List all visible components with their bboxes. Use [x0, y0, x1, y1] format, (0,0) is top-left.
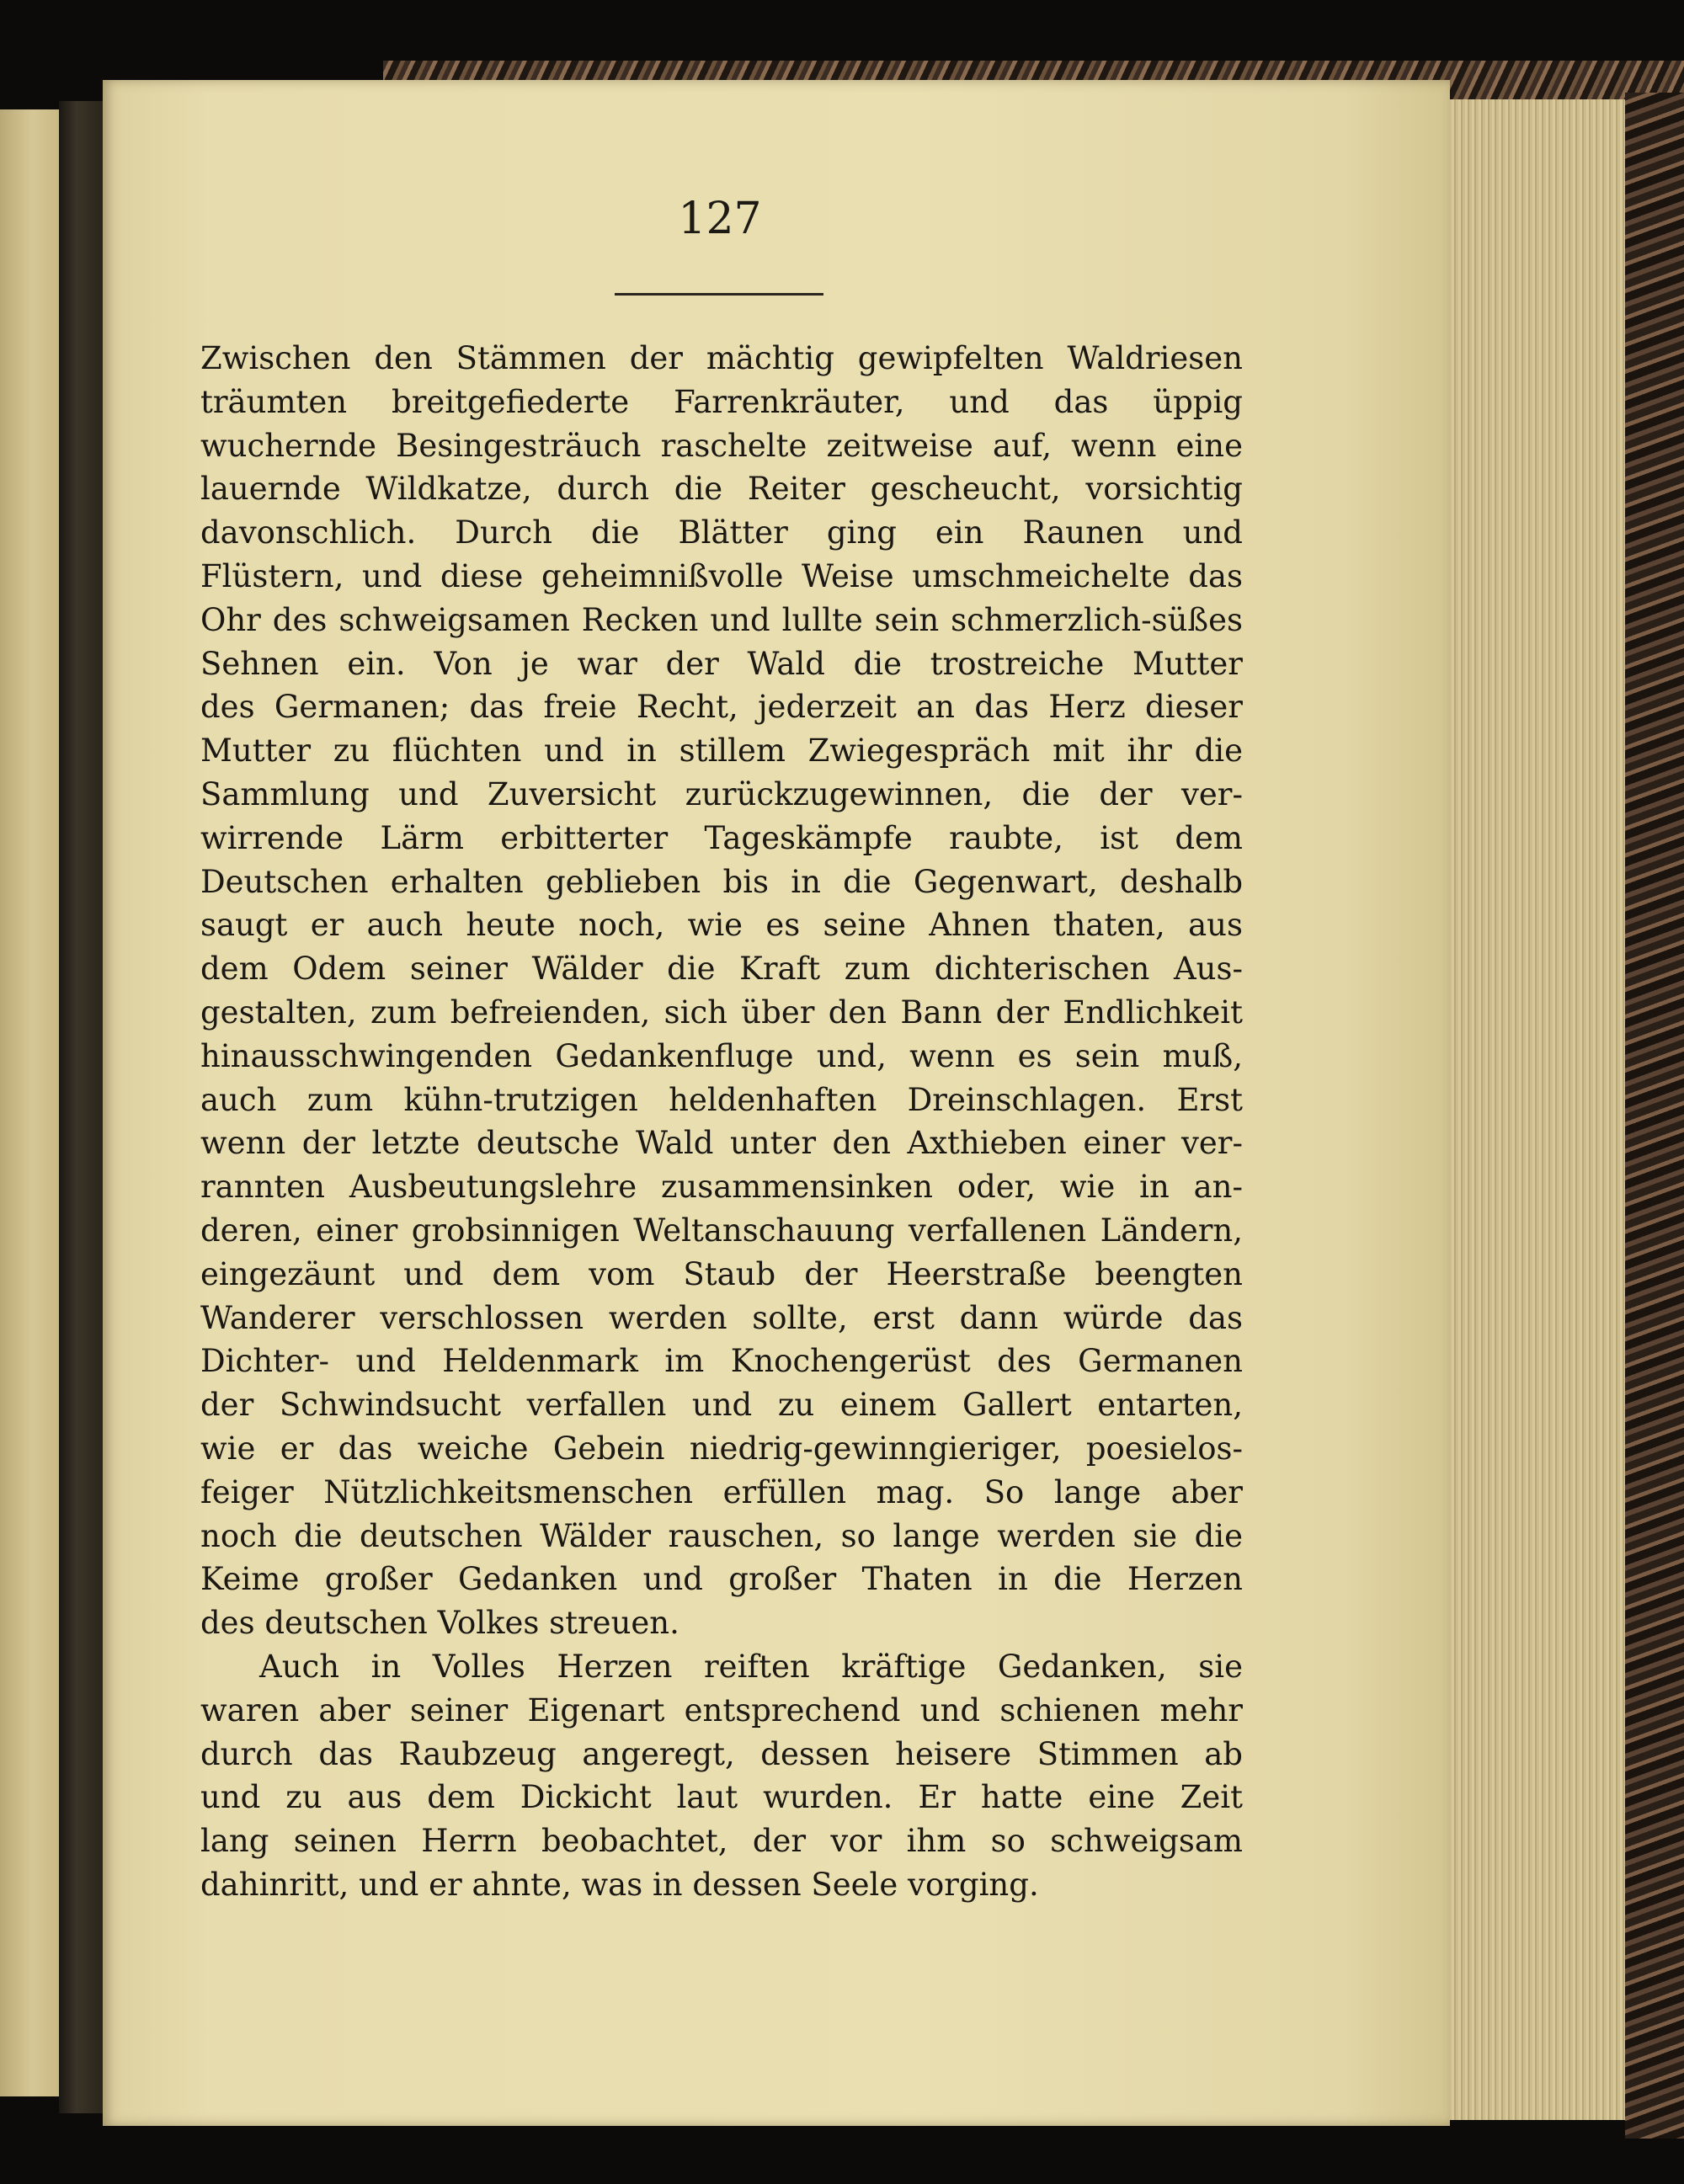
text-line: dahinritt, und er ahnte, was in dessen Seele vorging. [200, 1866, 1039, 1903]
book-gutter [59, 101, 103, 2113]
stacked-page-edges [1431, 99, 1625, 2120]
text-line: Wanderer verschlossen werden sollte, erst dann würde das [200, 1299, 1243, 1336]
page-number-rule [615, 293, 823, 296]
left-page-edge [0, 109, 59, 2096]
text-line: eingezäunt und dem vom Staub der Heerstraße beengten [200, 1255, 1243, 1292]
text-line: wie er das weiche Gebein niedrig-gewinngieriger, poesielos- [200, 1430, 1243, 1467]
text-line: Keime großer Gedanken und großer Thaten in die Herzen [200, 1561, 1243, 1598]
text-line: und zu aus dem Dickicht laut wurden. Er hatte eine Zeit [200, 1779, 1243, 1816]
text-line: auch zum kühn-trutzigen heldenhaften Dreinschlagen. Erst [200, 1081, 1243, 1118]
text-line: träumten breitgefiederte Farrenkräuter, und das üppig [200, 383, 1243, 420]
text-line: hinausschwingenden Gedankenfluge und, wenn es sein muß, [200, 1037, 1243, 1074]
text-line: Flüstern, und diese geheimnißvolle Weise umschmeichelte das [200, 557, 1243, 594]
text-line: wirrende Lärm erbitterter Tageskämpfe raubte, ist dem [200, 819, 1243, 856]
text-line: Dichter- und Heldenmark im Knochengerüst des Germanen [200, 1343, 1243, 1380]
text-line: Auch in Volles Herzen reiften kräftige Gedanken, sie [259, 1648, 1243, 1685]
text-line: der Schwindsucht verfallen und zu einem Gallert entarten, [200, 1387, 1243, 1424]
text-line: rannten Ausbeutungslehre zusammensinken oder, wie in an- [200, 1169, 1243, 1206]
text-line: des Germanen; das freie Recht, jederzeit an das Herz dieser [200, 689, 1243, 726]
text-line: Zwischen den Stämmen der mächtig gewipfelten Waldriesen [200, 340, 1243, 376]
text-line: saugt er auch heute noch, wie es seine Ahnen thaten, aus [200, 907, 1243, 944]
text-line: wenn der letzte deutsche Wald unter den Axthieben einer ver- [200, 1125, 1243, 1162]
page-number: 127 [678, 194, 762, 244]
marbled-cover-side [1625, 93, 1684, 2139]
text-line: wuchernde Besingesträuch raschelte zeitweise auf, wenn eine [200, 427, 1243, 464]
body-text [200, 337, 1243, 1907]
text-line: Ohr des schweigsamen Recken und lullte sein schmerzlich-süßes [200, 601, 1243, 638]
text-line: lauernde Wildkatze, durch die Reiter gescheucht, vorsichtig [200, 471, 1243, 508]
text-line: Sammlung und Zuversicht zurückzugewinnen, die der ver- [200, 775, 1243, 812]
text-line: dem Odem seiner Wälder die Kraft zum dichterischen Aus- [200, 951, 1243, 988]
paragraph [200, 337, 1243, 1645]
text-line: noch die deutschen Wälder rauschen, so lange werden sie die [200, 1517, 1243, 1554]
text-line: Sehnen ein. Von je war der Wald die trostreiche Mutter [200, 645, 1243, 682]
text-line: feiger Nützlichkeitsmenschen erfüllen mag. So lange aber [200, 1473, 1243, 1510]
text-line: Deutschen erhalten geblieben bis in die Gegenwart, deshalb [200, 863, 1243, 900]
text-line: durch das Raubzeug angeregt, dessen heisere Stimmen ab [200, 1735, 1243, 1772]
text-line: gestalten, zum befreienden, sich über den Bann der Endlichkeit [200, 993, 1243, 1031]
text-line: waren aber seiner Eigenart entsprechend und schienen mehr [200, 1691, 1243, 1729]
text-line: Mutter zu flüchten und in stillem Zwiegespräch mit ihr die [200, 732, 1243, 770]
text-line: davonschlich. Durch die Blätter ging ein Raunen und [200, 514, 1243, 551]
paragraph [200, 1645, 1243, 1907]
text-line: des deutschen Volkes streuen. [200, 1605, 679, 1642]
text-line: lang seinen Herrn beobachtet, der vor ihm so schweigsam [200, 1823, 1243, 1860]
text-line: deren, einer grobsinnigen Weltanschauung verfallenen Ländern, [200, 1212, 1243, 1249]
